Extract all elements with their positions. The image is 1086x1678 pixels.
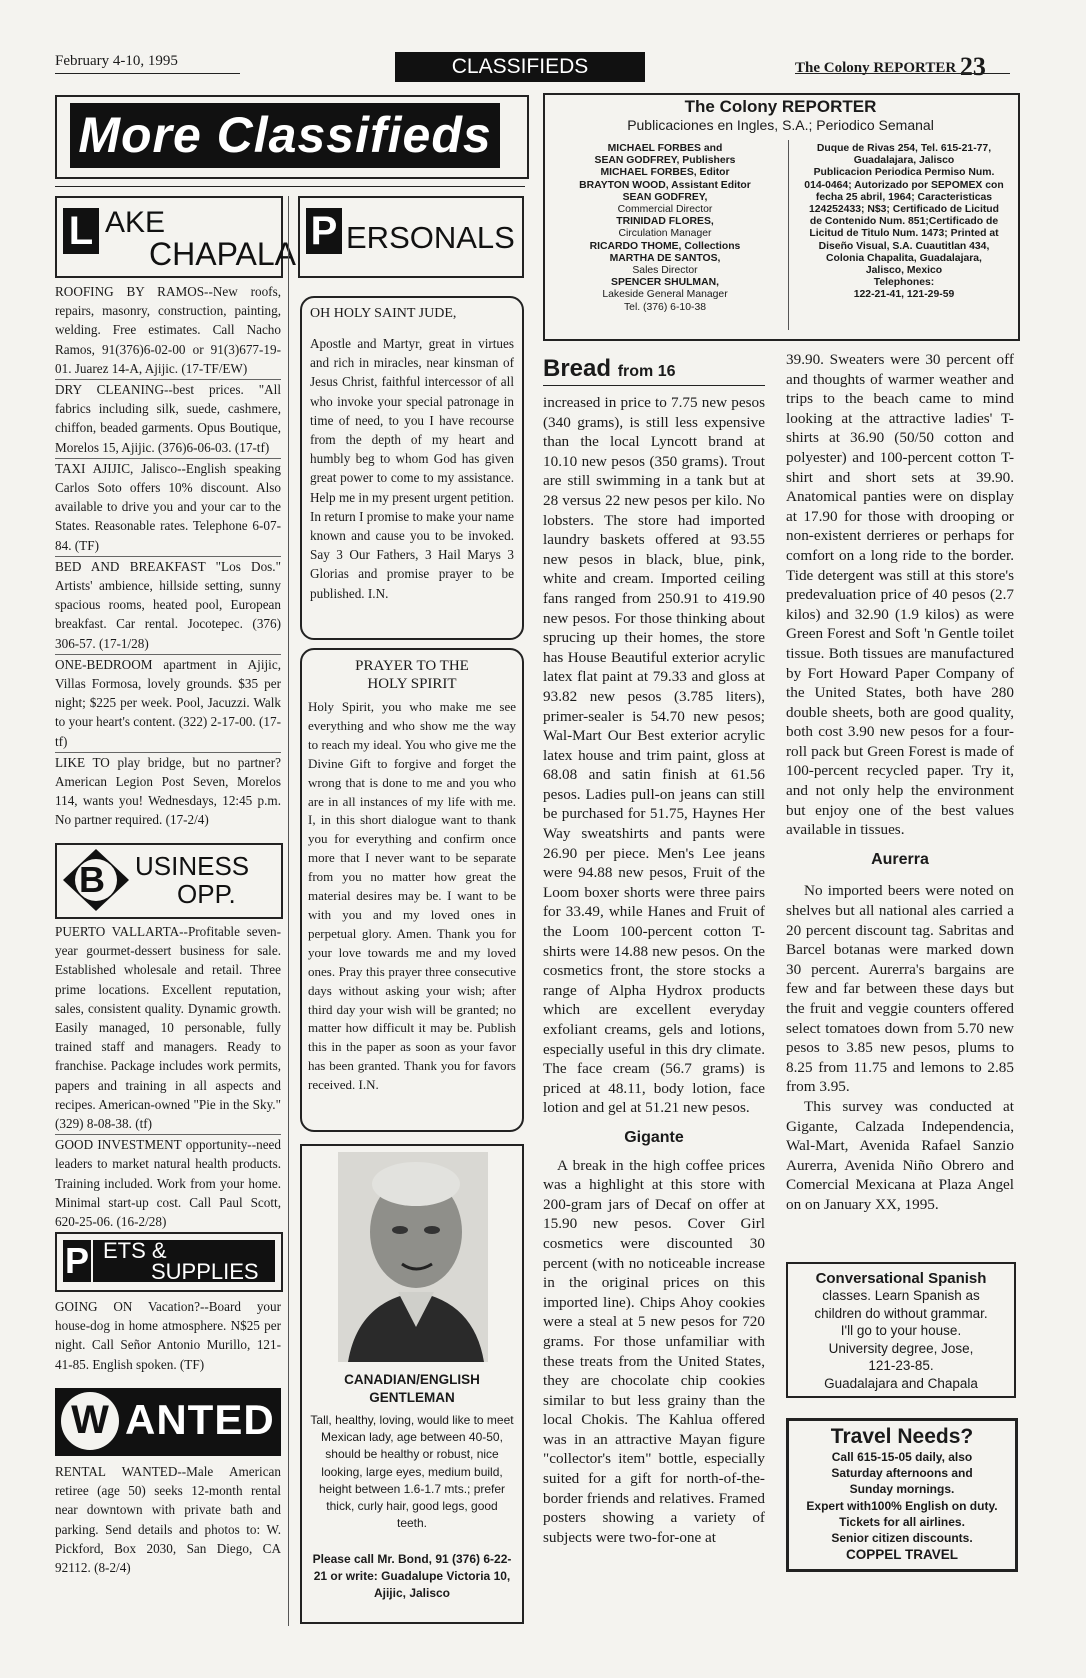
info-line: 124252433; N$3; Certificado de Licitud (809, 204, 999, 216)
wanted-ads (55, 1462, 281, 1578)
paper-rule (795, 73, 1010, 74)
classified-ad: LIKE TO play bridge, but no partner? American Legion Post Seven, Morelos 114, wants you! Wednesdays, 12:45 p.m. No partner required. (17-2/4) (55, 754, 281, 828)
staff-box-subtitle: Publicaciones en Ingles, S.A.; Periodico Semanal (627, 117, 934, 133)
ad-title: CANADIAN/ENGLISH (344, 1372, 480, 1387)
st-jude-ad (300, 296, 524, 640)
info-line: Duque de Rivas 254, Tel. 615-21-77, (816, 143, 992, 154)
ad-line: classes. Learn Spanish as (822, 1288, 980, 1303)
article-column-1 (543, 393, 765, 1547)
heading-word: CHAPALA (149, 236, 297, 272)
ad-line: children do without grammar. (814, 1305, 988, 1321)
info-line: Guadalajara, Jalisco (853, 155, 955, 167)
lake-chapala-heading (55, 196, 297, 278)
personals-heading (298, 196, 524, 278)
paper-name (795, 52, 986, 82)
staff-line: Sales Director (632, 265, 698, 277)
info-line: Diseño Visual, S.A. Cuautitlan 434, (818, 240, 990, 252)
info-line: 122-21-41, 121-29-59 (853, 289, 955, 301)
classified-ad: BED AND BREAKFAST "Los Dos." Artists' ambience, hillside setting, sunny spacious rooms, heated pool, European breakfast. Car rental. Jocotepec. (376) 306-57. (17-1/28) (55, 557, 281, 655)
staff-line: MARTHA DE SANTOS, (609, 252, 721, 264)
heading-word: ANTED (125, 1396, 275, 1443)
heading-letter: P (64, 1240, 89, 1281)
man-portrait-photo (338, 1152, 488, 1362)
ad-line: COPPEL TRAVEL (845, 1547, 958, 1563)
heading-word: ETS & (103, 1238, 167, 1263)
staff-line: Commercial Director (617, 204, 713, 216)
heading-word: SUPPLIES (151, 1259, 259, 1284)
section-label: CLASSIFIEDS (395, 52, 645, 82)
staff-line: BRAYTON WOOD, Assistant Editor (579, 179, 751, 191)
pets-ads (55, 1297, 281, 1375)
staff-line: Lakeside General Manager (602, 289, 728, 301)
heading-letter: L (63, 208, 99, 254)
staff-line: Circulation Manager (618, 228, 712, 240)
classified-ad: PUERTO VALLARTA--Profitable seven-year gourmet-dessert business for sale. Established wholesale and retail. Three prime locations. Excellent reputation, sales, consistent quality. Dynamic growth. Easily managed, 10 personable, fully trained staff and managers. Ready to franchise. Package includes work permits, papers and training in all aspects and recipes. American-owned "Pie in the Sky." (329) 8-08-38. (tf) (55, 922, 281, 1135)
headline-rule (543, 385, 765, 386)
info-line: Telephones: (873, 277, 935, 289)
info-line: Publicacion Periodica Permiso Num. (813, 167, 995, 179)
publication-info (795, 143, 1013, 302)
ad-line: Guadalajara and Chapala (824, 1375, 978, 1391)
heading-word: USINESS (135, 851, 250, 881)
article-column-2 (786, 350, 1014, 1215)
holy-spirit-prayer-ad (300, 648, 524, 1132)
heading-word: OPP. (177, 879, 236, 909)
ad-line: Tickets for all airlines. (839, 1514, 965, 1529)
staff-line: Tel. (376) 6-10-38 (623, 301, 706, 313)
ad-text: Holy Spirit, you who make me see everything and who show me the way to reach my ideal. You who give me the Divine Gift to forgive and forget the wrong that is done to me and you who are in all instances of my life with me. I, in this short dialogue want to thank you for everything and confirm once more that I never want to be separate from you no matter how great the material desires may be. I want to be with you and my loved ones in perpetual glory. Amen. Thank you for your love towards me and my loved ones. Pray this prayer three consecutive days without asking your wish; after third day your wish will be granted; no matter how difficult it may be. Publish this in the paper as soon as your favor has been granted. Thank you for favors received. I.N. (308, 699, 516, 1093)
staff-line: RICARDO THOME, Collections (589, 240, 741, 252)
banner-rule (55, 186, 525, 187)
info-line: Colonia Chapalita, Guadalajara, (826, 252, 982, 264)
heading-word: ERSONALS (346, 220, 515, 255)
classified-ad: DRY CLEANING--best prices. "All fabrics including silk, suede, cashmere, chiffon, beaded garments. Opus Boutique, Morelos 15, Ajijic. (376)6-06-03. (17-tf) (55, 380, 281, 459)
page-number: 23 (959, 52, 986, 81)
ad-line: Sunday mornings. (849, 1482, 955, 1497)
ad-title: Travel Needs? (830, 1425, 974, 1448)
heading-word: AKE (105, 206, 166, 239)
ad-line: I'll go to your house. (840, 1323, 962, 1338)
ad-title: HOLY SPIRIT (367, 676, 457, 692)
ad-line: Saturday afternoons and (831, 1466, 973, 1481)
info-line: Licitud de Titulo Num. 1473; Printed at (809, 228, 999, 240)
article-text: increased in price to 7.75 new pesos (340 grams), is still less expensive than the local Lyncott brand at 10.10 new pesos (350 grams). Trout are still swimming in a tank but at 28 versus 22 new pesos per kilo. No lobsters. The store had imported laundry baskets offered at 93.55 new pesos in black, blue, pink, white and cream. Imported ceiling fans ranged from 250.91 to 419.90 new pesos. For those thinking about sprucing up their homes, the store has House Beautiful exterior acrylic latex flat paint at 79.33 and gloss at 93.82 new pesos (3.785 liters), primer-sealer is 54.70 new pesos; Wal-Mart Our Best exterior acrylic latex house and trim paint, gloss at 68.08 and satin finish at 61.56 pesos. Ladies pull-on jeans can still be purchased for 51.75, Haynes Her Way sweatshirts and pants were 26.90 per piece. Men's Lee jeans were 94.88 new pesos, Fruit of the Loom boxer shorts were three pairs for 33.49, while Hanes and Fruit of the Loom 100-percent cotton T-shirts were 14.88 new pesos. On the cosmetics front, the store stocks a range of Alpha Hydrox products which are excellent everyday exfoliant creams, gels and lotions, especially useful in this dry climate. The face cream (56.7 grams) is priced at 48.11, body lotion, face lotion and gel at 51.21 new pesos. (543, 394, 765, 1117)
business-ads (55, 922, 281, 1232)
subhead-aurerra: Aurerra (871, 850, 929, 868)
staff-box-divider (788, 140, 789, 330)
classified-ad: RENTAL WANTED--Male American retiree (age 50) seeks 12-month rental near downtown with private bath and parking. Send details and photos to: W. Pickford, Box 2030, San Diego, CA 92112. (8-2/4) (55, 1464, 281, 1576)
ad-line: Senior citizen discounts. (831, 1531, 973, 1546)
staff-box-title: The Colony REPORTER (684, 97, 877, 116)
classified-ad: GOOD INVESTMENT opportunity--need leaders to market natural health products. Training included. Work from your home. Minimal start-up cost. Call Paul Scott, 620-25-06. (16-2/28) (55, 1137, 281, 1230)
info-line: de Contenido Num. 851;Certificado de (809, 216, 999, 228)
headline-jump: from 16 (617, 363, 676, 380)
article-text: This survey was conducted at Gigante, Calzada Independencia, Wal-Mart, Avenida Rafael Sanzio Aurerra, Avenida Niño Obrero and Comercial Mexicana at Plaza Angel on on January XX, 1995. (786, 1097, 1014, 1213)
staff-line: SPENCER SHULMAN, (611, 277, 719, 289)
classified-ad: ONE-BEDROOM apartment in Ajijic, Villas Formosa, lovely grounds. $35 per night; $225 per week. Pool, Jacuzzi. Walk to your heart's content. (322) 2-17-00. (17-tf) (55, 655, 281, 753)
ad-line: Call 615-15-05 daily, also (831, 1450, 973, 1464)
headline-main: Bread (543, 355, 612, 382)
ad-line: 121-23-85. (868, 1358, 934, 1373)
ad-title: Conversational Spanish (815, 1270, 987, 1287)
date-rule (55, 73, 240, 74)
staff-line: MICHAEL FORBES, Editor (600, 167, 730, 179)
ad-text: Tall, healthy, loving, would like to meet Mexican lady, age between 40-50, should be healthy or robust, nice looking, large eyes, medium build, height between 1.6-1.7 mts.; prefer thick, curly hair, good legs, good teeth. (310, 1413, 514, 1531)
ad-title: PRAYER TO THE (355, 658, 469, 674)
more-classifieds-banner: More Classifieds (70, 103, 500, 168)
staff-line: MICHAEL FORBES and (607, 143, 723, 154)
staff-list (550, 143, 780, 314)
gentleman-ad (300, 1144, 524, 1624)
spanish-classes-ad (786, 1262, 1016, 1398)
classified-ad: GOING ON Vacation?--Board your house-dog in home atmosphere. N$25 per night. Call Señor Antonio Murillo, 121-41-85. English spoken. (TF) (55, 1299, 281, 1372)
info-line: 014-0464; Autorizado por SEPOMEX con (804, 179, 1004, 191)
article-text: No imported beers were noted on shelves but all national ales carried a 20 percent discount tag. Sabritas and Barcel botanas were marked down 30 percent. Aurerra's bargains are few and far between these days but the fruit and veggie counters offered select tomatoes down from 5.70 new pesos to 3.85 new pesos, plums to 8.25 from 11.75 and lemons to 2.85 from 3.95. (786, 882, 1014, 1096)
paper-title: The Colony REPORTER (795, 60, 957, 76)
classified-ad: ROOFING BY RAMOS--New roofs, repairs, masonry, construction, painting, welding. Free estimates. Call Nacho Ramos, 91(376)6-02-00 or 91(3)677-19-01. Juarez 14-A, Ajijic. (17-TF/EW) (55, 282, 281, 380)
staff-line: TRINIDAD FLORES, (616, 216, 714, 228)
info-line: fecha 25 abril, 1964; Caracteristicas (815, 191, 993, 203)
ad-text: Apostle and Martyr, great in virtues and rich in miracles, near kinsman of Jesus Christ, faithful intercessor of all who invoke your special patronage in time of need, to you I have recourse from the depth of my heart and humbly beg to whom God has given great power to come to my assistance. Help me in my present urgent petition. In return I promise to make your name known and cause you to be invoked. Say 3 Our Fathers, 3 Hail Marys 3 Glorias and promise prayer to be published. I.N. (310, 336, 514, 601)
heading-letter: P (306, 208, 342, 254)
heading-letter: W (71, 1398, 109, 1442)
business-opp-heading (55, 843, 283, 919)
subhead-gigante: Gigante (624, 1128, 684, 1146)
column-divider (288, 196, 289, 1626)
lake-chapala-ads (55, 282, 281, 831)
classified-ad: TAXI AJIJIC, Jalisco--English speaking Carlos Soto offers 10% discount. Also available to drive you and your car to the States. Reasonable rates. Telephone 6-07-84. (TF) (55, 459, 281, 557)
article-headline (543, 355, 676, 383)
staff-line: SEAN GODFREY, (622, 191, 708, 203)
ad-title: GENTLEMAN (369, 1390, 455, 1405)
wanted-heading (55, 1388, 281, 1456)
staff-line: SEAN GODFREY, Publishers (594, 155, 736, 167)
article-text: A break in the high coffee prices was a highlight at this store with 200-gram jars of Decaf on offer at 15.90 new pesos. Cover Girl cosmetics were discounted 30 percent (with no noticeable increase in the original prices on this imported line). Chips Ahoy cookies were a steal at 5 new pesos for 720 grams. For those unfamiliar with these treats from the United States, they are chocolate chip cookies similar to but less grainy than the local Chokis. The Kahlua offered was in an attractive Mayan figure "collector's item" bottle, especially suited for a gift for north-of-the-border friends and relatives. Framed posters showing a variety of subjects were two-for-one at (543, 1156, 765, 1546)
ad-contact: Please call Mr. Bond, 91 (376) 6-22-21 or write: Guadalupe Victoria 10, Ajijic, Jalisco (312, 1552, 512, 1601)
ad-title: OH HOLY SAINT JUDE, (310, 306, 457, 321)
info-line: Jalisco, Mexico (865, 265, 943, 277)
heading-letter: B (79, 859, 105, 900)
issue-date: February 4-10, 1995 (55, 53, 178, 69)
pets-supplies-heading (55, 1232, 283, 1292)
article-text: 39.90. Sweaters were 30 percent off and thoughts of warmer weather and trips to the beach came to mind looking at the attractive ladies' T-shirts at 36.90 (50/50 cotton and polyester) and 100-percent cotton T-shirt and short sets at 39.90. Anatomical panties were on display at 17.90 for those with drooping or non-existent derrieres or perhaps for comfort on a long ride to the border. Tide detergent was still at this store's predevaluation price of 40 pesos (2.7 kilos) and 32.90 (1.9 kilos) as were Green Forest and Soft 'n Gentle toilet tissue. Both tissues are manufactured by Fort Howard Paper Company of the United States, both have 280 double sheets, both are good quality, both cost 3.90 new pesos for a four-roll pack but Green Forest is made of 100-percent recycled paper. Try it, and not only help the environment but enjoy one of the best values available in tissues. (786, 351, 1014, 839)
ad-line: University degree, Jose, (828, 1340, 974, 1356)
travel-ad (786, 1418, 1018, 1572)
ad-line: Expert with100% English on duty. (806, 1498, 998, 1513)
